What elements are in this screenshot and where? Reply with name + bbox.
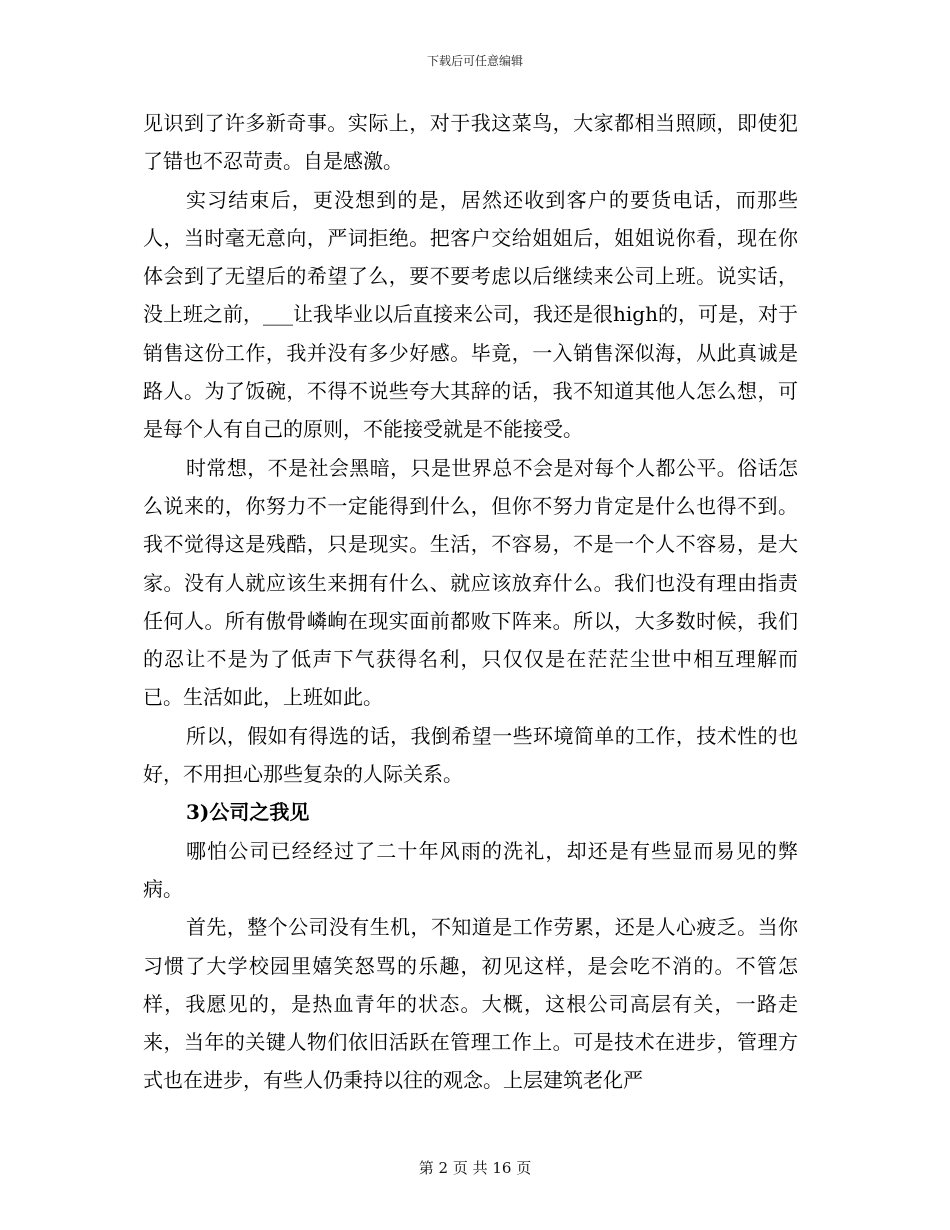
header-note: 下载后可任意编辑 xyxy=(426,54,523,68)
document-body xyxy=(143,104,798,1100)
paragraph: 见识到了许多新奇事。实际上，对于我这菜鸟，大家都相当照顾，即使犯了错也不忍苛责。自是感激。 xyxy=(143,111,798,174)
section-heading: 3)公司之我见 xyxy=(186,800,310,825)
paragraph: 首先，整个公司没有生机，不知道是工作劳累，还是人心疲乏。当你习惯了大学校园里嬉笑怒骂的乐趣，初见这样，是会吃不消的。不管怎样，我愿见的，是热血青年的状态。大概，这根公司高层有关，一路走来，当年的关键人物们依旧活跃在管理工作上。可是技术在进步，管理方式也在进步，有些人仍秉持以往的观念。上层建筑老化严 xyxy=(143,915,798,1093)
paragraph: 哪怕公司已经经过了二十年风雨的洗礼，却还是有些显而易见的弊病。 xyxy=(143,838,798,901)
paragraph: 实习结束后，更没想到的是，居然还收到客户的要货电话，而那些人，当时毫无意向，严词拒绝。把客户交给姐姐后，姐姐说你看，现在你体会到了无望后的希望了么，要不要考虑以后继续来公司上班。说实话，没上班之前，___让我毕业以后直接来公司，我还是很high的，可是，对于销售这份工作，我并没有多少好感。毕竟，一入销售深似海，从此真诚是路人。为了饭碗，不得不说些夸大其辞的话，我不知道其他人怎么想，可是每个人有自己的原则，不能接受就是不能接受。 xyxy=(143,187,798,442)
page-number-indicator: 第 2 页 共 16 页 xyxy=(418,1159,532,1177)
page-header xyxy=(0,53,950,69)
page-footer xyxy=(0,1158,950,1178)
paragraph: 时常想，不是社会黑暗，只是世界总不会是对每个人都公平。俗话怎么说来的，你努力不一定能得到什么，但你不努力肯定是什么也得不到。我不觉得这是残酷，只是现实。生活，不容易，不是一个人不容易，是大家。没有人就应该生来拥有什么、就应该放弃什么。我们也没有理由指责任何人。所有傲骨嶙峋在现实面前都败下阵来。所以，大多数时候，我们的忍让不是为了低声下气获得名利，只仅仅是在茫茫尘世中相互理解而已。生活如此，上班如此。 xyxy=(143,455,798,710)
paragraph: 所以，假如有得选的话，我倒希望一些环境简单的工作，技术性的也好，不用担心那些复杂的人际关系。 xyxy=(143,723,798,787)
